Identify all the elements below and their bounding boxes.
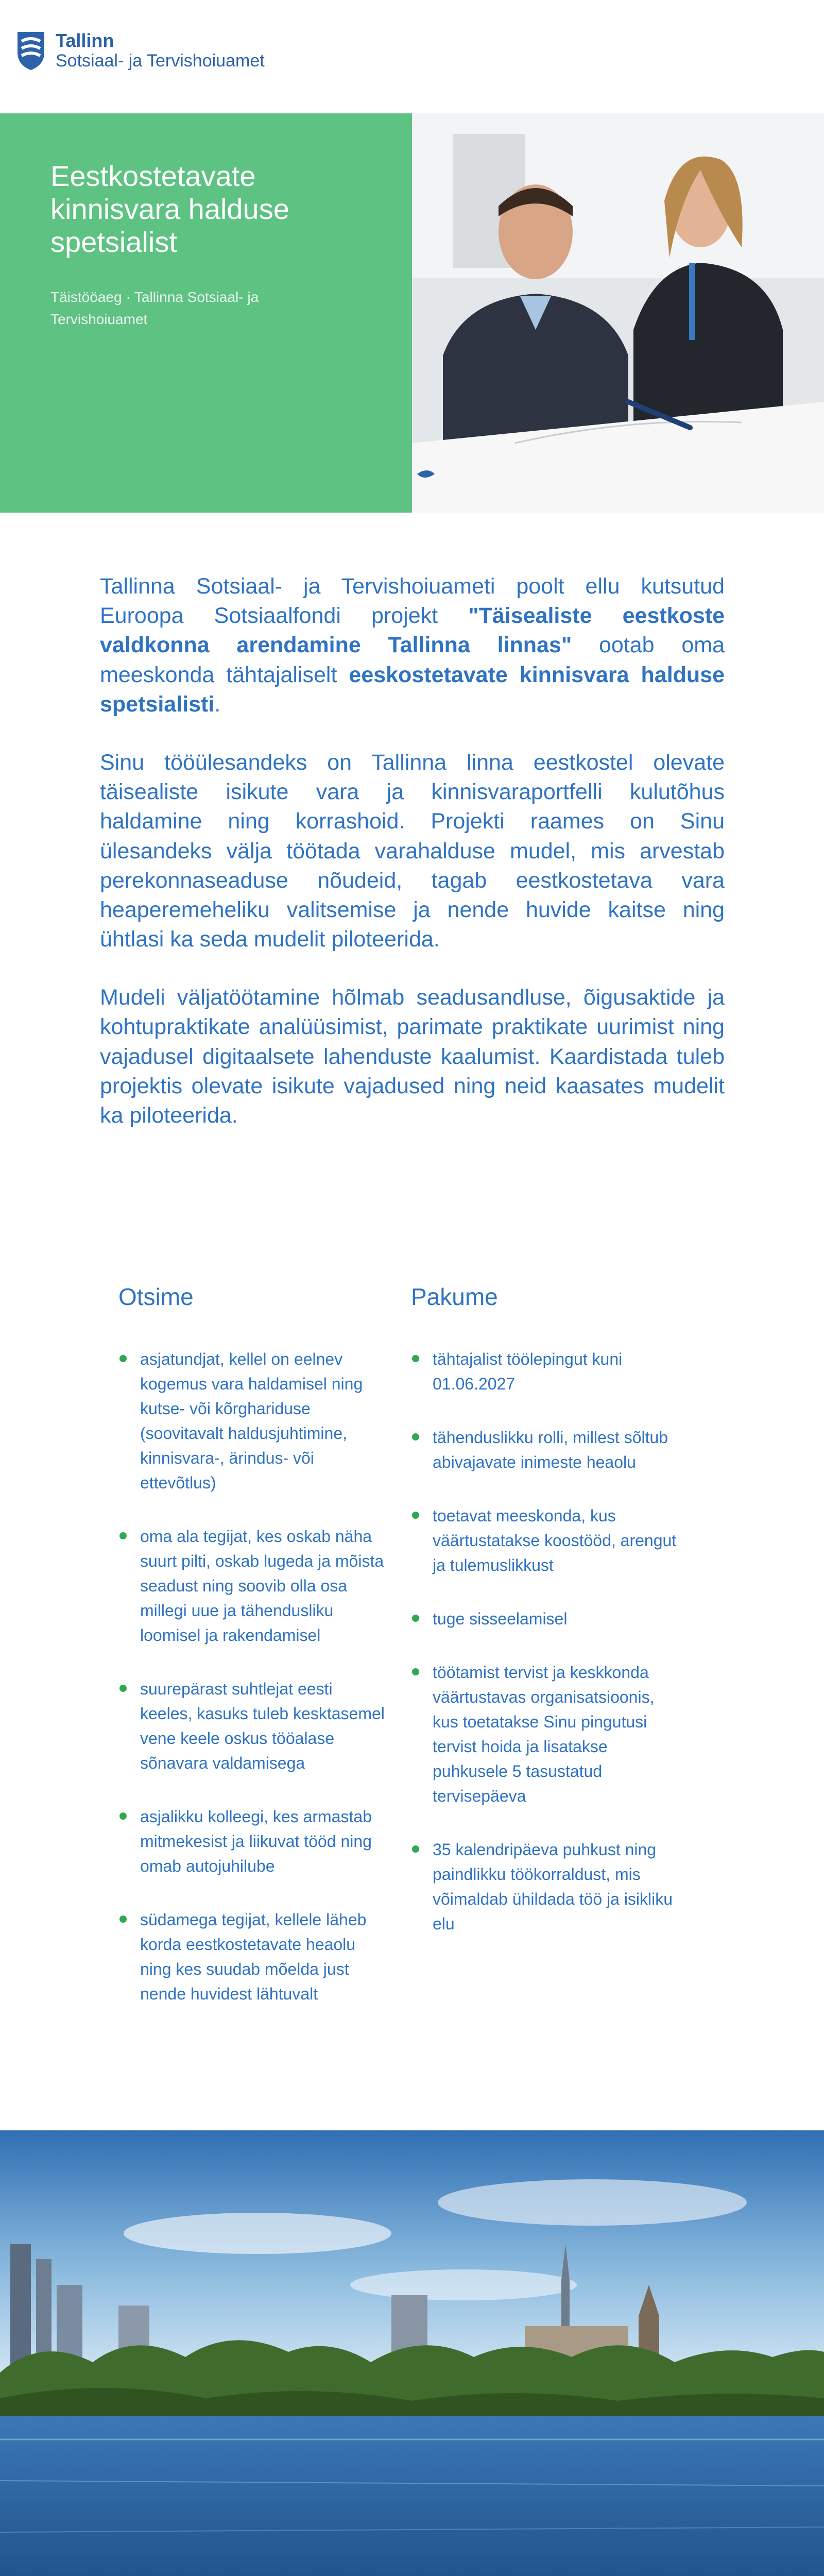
intro-paragraph-3: Mudeli väljatöötamine hõlmab seadusandluse, õigusaktide ja kohtupraktikate analüüsimist, parimate praktikate uurimist ning vajadusel digitaalsete lahenduste kaalumist. Kaardistada tuleb projektis olevate isikute vajadused ning neid kaasates mudelit ka piloteerida. bbox=[100, 985, 725, 1128]
project-name: "Täisealiste eestkoste valdkonna arendamine Tallinna linnas" bbox=[100, 603, 725, 658]
offer-list bbox=[411, 1347, 679, 1936]
logo-subtitle: Sotsiaal- ja Tervishoiuamet bbox=[56, 51, 265, 71]
intro-paragraph-2: Sinu tööülesandeks on Tallinna linna eestkostel olevate täisealiste isikute vara ja kinnisvaraportfelli kulutõhus haldamine ning korrashoid. Projekti raames on Sinu ülesandeks välja töötada varahalduse mudel, mis arvestab perekonnaseaduse nõudeid, tagab eestkostetava vara heaperemeheliku valitsemise ja nende huvide kaitse ning ühtlasi ka seda mudelit piloteerida. bbox=[100, 750, 725, 952]
panorama-illustration bbox=[0, 2130, 824, 2576]
list-item: tähtajalist töölepingut kuni 01.06.2027 bbox=[411, 1347, 679, 1396]
offer-column bbox=[411, 1283, 679, 1965]
list-item: tuge sisseelamisel bbox=[411, 1606, 679, 1631]
intro-text: Tallinna Sotsiaal- ja Tervishoiuameti poolt ellu kutsutud Euroopa Sotsiaalfondi projekt bbox=[100, 574, 725, 629]
hero-green-panel bbox=[0, 113, 412, 513]
seeking-list bbox=[118, 1347, 386, 2006]
seeking-heading: Otsime bbox=[118, 1283, 194, 1310]
list-item: tähenduslikku rolli, millest sõltub abivajavate inimeste heaolu bbox=[411, 1425, 679, 1475]
job-title: Eestkostetavate kinnisvara halduse spetsialist bbox=[50, 160, 289, 258]
list-item: 35 kalendripäeva puhkust ning paindlikku töökorraldust, mis võimaldab ühildada töö ja isikliku elu bbox=[411, 1837, 679, 1936]
list-item: südamega tegijat, kellele läheb korda eestkostetavate heaolu ning kes suudab mõelda just nende huvidest lähtuvalt bbox=[118, 1907, 386, 2006]
list-item: suurepärast suhtlejat eesti keeles, kasuks tuleb kesktasemel vene keele oskus tööalase sõnavara valdamisega bbox=[118, 1676, 386, 1775]
site-logo[interactable] bbox=[15, 30, 265, 71]
offer-heading: Pakume bbox=[411, 1283, 498, 1310]
list-item: oma ala tegijat, kes oskab näha suurt pilti, oskab lugeda ja mõista seadust ning soovib olla osa millegi uue ja tähendusliku loomisel ja rakendamisel bbox=[118, 1524, 386, 1648]
seeking-column bbox=[118, 1283, 386, 2035]
list-item: töötamist tervist ja keskkonda väärtustavas organisatsioonis, kus toetatakse Sinu pingutusi tervist hoida ja lisatakse puhkusele 5 tasustatud tervisepäeva bbox=[411, 1660, 679, 1808]
tallinn-shield-icon bbox=[15, 30, 46, 71]
site-header bbox=[0, 0, 824, 113]
tallinn-panorama-photo bbox=[0, 2130, 824, 2576]
hero-section bbox=[0, 113, 824, 513]
position-name: eeskostetavate kinnisvara halduse spetsialisti bbox=[100, 662, 725, 717]
intro-text: ootab oma meeskonda tähtajaliselt bbox=[100, 633, 725, 687]
list-item: toetavat meeskonda, kus väärtustatakse koostööd, arengut ja tulemuslikkust bbox=[411, 1503, 679, 1578]
list-item: asjatundjat, kellel on eelnev kogemus vara haldamisel ning kutse- või kõrghariduse (soovitavalt haldusjuhtimine, kinnisvara-, ärindus- või ettevõtlus) bbox=[118, 1347, 386, 1495]
hero-image-illustration bbox=[412, 113, 824, 513]
intro-text: . bbox=[214, 691, 221, 717]
list-item: asjalikku kolleegi, kes armastab mitmekesist ja liikuvat tööd ning omab autojuhilube bbox=[118, 1804, 386, 1878]
logo-text bbox=[56, 30, 265, 71]
job-meta: Täistööaeg · Tallinna Sotsiaal- ja Tervishoiuamet bbox=[50, 289, 259, 328]
hero-photo bbox=[412, 113, 824, 513]
job-description bbox=[100, 572, 725, 1159]
logo-title: Tallinn bbox=[56, 30, 114, 51]
intro-paragraph-1 bbox=[100, 572, 725, 719]
